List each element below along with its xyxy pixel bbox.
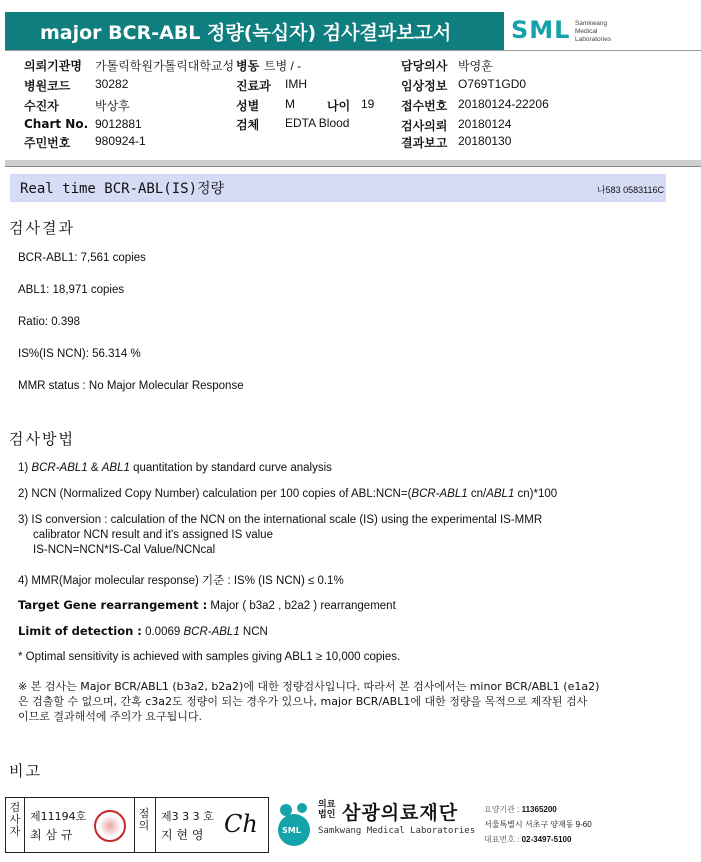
report-title: major BCR-ABL 정량(녹십자) 검사결과보고서 [40, 21, 452, 44]
clinical-value: O769T1GD0 [458, 77, 527, 91]
specimen-value: EDTA Blood [285, 116, 350, 130]
m2-post: cn)*100 [514, 488, 558, 500]
sig-divider-2 [134, 798, 135, 852]
sml-logo-sub-2: Medical [575, 28, 598, 35]
tester-label-char-1: 검 [9, 801, 21, 814]
reviewer-signature: Ch [224, 810, 258, 838]
m2-gene-a: BCR-ABL1 [411, 488, 468, 500]
target-gene-value: Major ( b3a2 , b2a2 ) rearrangement [207, 600, 396, 612]
target-gene-line [18, 598, 396, 612]
age-label: 나이 [327, 99, 351, 113]
result-bcr-abl1: BCR-ABL1: 7,561 copies [18, 252, 146, 264]
receipt-value: 20180124-22206 [458, 97, 549, 111]
report-value: 20180130 [458, 134, 512, 148]
tester-seal [94, 810, 126, 842]
request-value: 20180124 [458, 117, 512, 131]
reviewer-label [137, 808, 151, 832]
id-value: 980924-1 [95, 134, 146, 148]
warning-line-2: 은 검출할 수 없으며, 간혹 c3a2도 정량이 되는 경우가 있으나, major BCR/ABL1에 대한 정량을 목적으로 제작된 검사 [18, 695, 588, 708]
hospital-code-value: 30282 [95, 77, 129, 91]
tester-label-char-2: 사 [9, 813, 21, 826]
org-phone-line [484, 832, 592, 847]
tester-name: 최 삼 규 [30, 828, 73, 842]
result-ratio: Ratio: 0.398 [18, 316, 81, 328]
dept-value: IMH [285, 77, 307, 91]
receipt-label: 접수번호 [401, 99, 448, 113]
reviewer-label-char-2: 의 [138, 819, 150, 832]
institution-value: 가톨릭학원가톨릭대학교성 [95, 59, 235, 73]
method-step-3-line-2: calibrator NCN result and it's assigned IS value [33, 529, 273, 541]
info-divider-line [5, 166, 701, 167]
ward-label: 병동 [236, 59, 260, 73]
warning-line-1: ※ 본 검사는 Major BCR/ABL1 (b3a2, b2a2)에 대한 정량검사입니다. 따라서 본 검사에서는 minor BCR/ABL1 (e1a2) [18, 680, 600, 693]
sml-logo [511, 16, 623, 48]
specimen-label: 검체 [236, 118, 260, 132]
test-name: Real time BCR-ABL(IS)정량 [20, 181, 225, 197]
m1-post: quantitation by standard curve analysis [129, 462, 332, 474]
doctor-value: 박영훈 [458, 59, 493, 73]
org-type-2: 법인 [318, 810, 336, 820]
request-label: 검사의뢰 [401, 119, 448, 133]
method-step-3-line-1: 3) IS conversion : calculation of the NCN on the international scale (IS) using the experimental IS-MMR [18, 514, 543, 526]
sml-logo-sub-1: Samkwang [575, 20, 608, 27]
tester-license: 제11194호 [30, 810, 87, 823]
m2-mid: cn/ [467, 488, 487, 500]
result-mmr-status: MMR status : No Major Molecular Response [18, 380, 244, 392]
patient-value: 박상후 [95, 99, 130, 113]
org-contact [484, 802, 592, 847]
dept-label: 진료과 [236, 79, 271, 93]
org-code-line [484, 802, 592, 817]
tester-label [8, 802, 22, 838]
target-gene-label: Target Gene rearrangement : [18, 598, 208, 612]
remarks-heading: 비고 [9, 762, 42, 780]
report-label: 결과보고 [401, 136, 448, 150]
reviewer-label-char-1: 점 [138, 807, 150, 820]
sensitivity-note: * Optimal sensitivity is achieved with samples giving ABL1 ≥ 10,000 copies. [18, 651, 401, 663]
method-step-2 [18, 488, 557, 500]
age-value: 19 [361, 97, 375, 111]
chart-label: Chart No. [24, 117, 89, 131]
report-title-banner [5, 12, 504, 50]
institution-label: 의뢰기관명 [24, 59, 82, 73]
m2-pre: 2) NCN (Normalized Copy Number) calculation per 100 copies of ABL:NCN=( [18, 488, 412, 500]
sml-footer-logo [272, 800, 316, 848]
sex-value: M [285, 97, 295, 111]
doctor-label: 담당의사 [401, 59, 448, 73]
lod-label: Limit of detection : [18, 624, 142, 638]
hospital-code-label: 병원코드 [24, 79, 71, 93]
result-is-percent: IS%(IS NCN): 56.314 % [18, 348, 141, 360]
org-type-1: 의료 [318, 800, 336, 810]
results-heading: 검사결과 [9, 219, 75, 237]
id-label: 주민번호 [24, 136, 71, 150]
org-name: 삼광의료재단 [342, 802, 459, 824]
lod-line [18, 624, 268, 638]
lod-unit: NCN [239, 626, 268, 638]
m1-pre: 1) [18, 462, 32, 474]
org-type [318, 800, 335, 820]
patient-label: 수진자 [24, 99, 59, 113]
signature-box [5, 797, 269, 853]
method-step-4: 4) MMR(Major molecular response) 기준 : IS% (IS NCN) ≤ 0.1% [18, 575, 344, 587]
warning-line-3: 이므로 결과해석에 주의가 요구됩니다. [18, 710, 203, 723]
method-heading: 검사방법 [9, 430, 75, 448]
org-phone-label: 대표번호 : [484, 835, 522, 844]
org-address: 서울특별시 서초구 양재동 9-60 [484, 820, 592, 829]
sml-logo-text: SML [511, 16, 571, 44]
sml-footer-badge: SML [282, 826, 301, 835]
chart-value: 9012881 [95, 117, 142, 131]
org-code-label: 요양기관 : [484, 805, 522, 814]
method-step-1 [18, 462, 332, 474]
sig-divider-3 [155, 798, 156, 852]
sex-label: 성별 [236, 99, 260, 113]
m1-gene-a: BCR-ABL1 [31, 462, 88, 474]
org-code: 11365200 [521, 805, 557, 814]
m2-gene-b: ABL1 [486, 488, 515, 500]
result-abl1: ABL1: 18,971 copies [18, 284, 125, 296]
test-section-header [10, 174, 666, 202]
clinical-label: 임상정보 [401, 79, 448, 93]
ward-value: 트병 / - [264, 59, 302, 73]
m1-mid: & [87, 462, 102, 474]
test-code: 나583 0583116C [596, 185, 664, 195]
lod-value: 0.0069 [141, 626, 184, 638]
header-divider [5, 50, 701, 51]
tester-label-char-3: 자 [9, 825, 21, 838]
sig-divider-1 [24, 798, 25, 852]
reviewer-name: 지 현 영 [161, 828, 204, 842]
org-phone: 02-3497-5100 [521, 835, 572, 844]
sml-logo-sub-3: Laboratories [575, 36, 612, 43]
org-english-name: Samkwang Medical Laboratories [318, 826, 476, 836]
sml-footer-logo-graphic [272, 800, 316, 848]
lod-gene: BCR-ABL1 [183, 626, 240, 638]
reviewer-license: 제3 3 3 호 [161, 810, 214, 823]
method-step-3-line-3: IS-NCN=NCN*IS-Cal Value/NCNcal [33, 544, 216, 556]
m1-gene-b: ABL1 [101, 462, 130, 474]
